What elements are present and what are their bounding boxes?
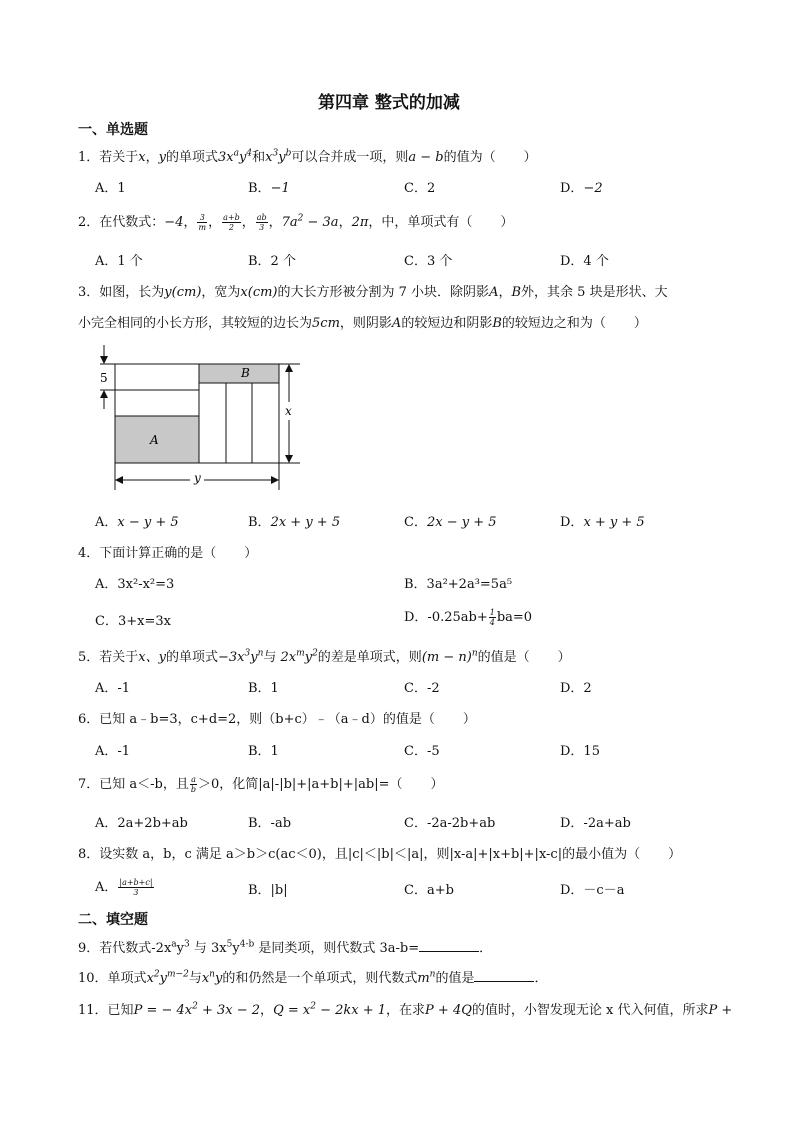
option-b[interactable]: B．2 个 bbox=[248, 254, 296, 269]
option-c[interactable]: C．2 bbox=[404, 181, 436, 196]
option-b[interactable]: B．-ab bbox=[248, 816, 292, 831]
option-c[interactable]: C．3+x=3x bbox=[95, 614, 171, 629]
option-b[interactable]: B．3a²+2a³=5a⁵ bbox=[404, 577, 513, 592]
option-c[interactable]: C．-2a-2b+ab bbox=[404, 816, 496, 831]
option-a[interactable]: A．1 bbox=[95, 181, 126, 196]
question-4: 4．下面计算正确的是（ ） bbox=[78, 546, 258, 561]
option-d[interactable]: D．2 bbox=[560, 681, 592, 696]
question-number: 2． bbox=[78, 215, 100, 230]
option-d[interactable]: D．-0.25ab+ $\frac{1}{4}$ ba=0 bbox=[404, 608, 533, 627]
question-3-line-1: 3．如图，长为y(cm)，宽为x(cm)的大长方形被分割为 7 小块．除阴影A，B外，其余 5 块是形状、大 bbox=[78, 285, 668, 300]
question-number: 3． bbox=[78, 285, 100, 300]
option-c[interactable]: C．-5 bbox=[404, 744, 440, 759]
option-d[interactable]: D．x + y + 5 bbox=[560, 515, 645, 530]
label-b: B bbox=[241, 366, 250, 380]
page-title: 第四章 整式的加减 bbox=[318, 93, 460, 113]
question-2: 2．在代数式：−4， $\frac{3}{m}$ ， $\frac{a+b}{2}$ ， $\frac{ab}{3}$ ，$7a^2 - 3a$，2π，中，单项式有（ ） bbox=[78, 213, 514, 232]
question-number: 9． bbox=[78, 941, 100, 956]
option-a[interactable]: A．-1 bbox=[95, 744, 131, 759]
question-number: 4． bbox=[78, 546, 100, 561]
question-number: 5． bbox=[78, 650, 100, 665]
label-a: A bbox=[150, 433, 159, 447]
option-d[interactable]: D．−2 bbox=[560, 181, 603, 196]
option-a[interactable]: A．x − y + 5 bbox=[95, 515, 179, 530]
label-y: y bbox=[194, 471, 201, 485]
section-heading-fill-blank: 二、填空题 bbox=[78, 912, 148, 928]
option-a[interactable]: A．-1 bbox=[95, 681, 131, 696]
option-a[interactable]: A．2a+2b+ab bbox=[95, 816, 188, 831]
answer-blank[interactable] bbox=[474, 969, 534, 982]
option-d[interactable]: D．-2a+ab bbox=[560, 816, 631, 831]
option-d[interactable]: D．－c－a bbox=[560, 883, 625, 898]
option-b[interactable]: B．1 bbox=[248, 744, 279, 759]
shaded-region-b bbox=[199, 364, 279, 383]
option-a[interactable]: A．3x²-x²=3 bbox=[95, 577, 175, 592]
question-3-line-2: 小完全相同的小长方形，其较短的边长为5cm，则阴影A的较短边和阴影B的较短边之和为（ ） bbox=[78, 316, 647, 331]
question-number: 11． bbox=[78, 1003, 108, 1018]
label-x: x bbox=[285, 404, 292, 418]
label-5: 5 bbox=[100, 371, 108, 385]
option-a[interactable]: A． $\frac{|a+b+c|}{3}$ bbox=[95, 878, 153, 897]
option-b[interactable]: B．|b| bbox=[248, 883, 288, 898]
option-d[interactable]: D．15 bbox=[560, 744, 600, 759]
question-number: 10． bbox=[78, 971, 108, 986]
option-c[interactable]: C．a+b bbox=[404, 883, 454, 898]
option-c[interactable]: C．-2 bbox=[404, 681, 440, 696]
question-6: 6．已知 a﹣b=3，c+d=2，则（b+c）﹣（a﹣d）的值是（ ） bbox=[78, 712, 476, 727]
question-number: 1． bbox=[78, 150, 100, 165]
option-c[interactable]: C．3 个 bbox=[404, 254, 453, 269]
option-c[interactable]: C．2x − y + 5 bbox=[404, 515, 497, 530]
answer-blank[interactable] bbox=[419, 939, 479, 952]
option-a[interactable]: A．1 个 bbox=[95, 254, 143, 269]
question-number: 7． bbox=[78, 777, 100, 792]
question-11: 11．已知P = − $4x^2 + 3x - 2$，$Q = x^2 - 2kx + 1$，在求P + 4Q的值时，小智发现无论 x 代入何值，所求P + bbox=[78, 1001, 733, 1018]
option-b[interactable]: B．1 bbox=[248, 681, 279, 696]
question-8: 8．设实数 a，b，c 满足 a＞b＞c(ac＜0)，且|c|＜|b|＜|a|，则|x-a|+|x+b|+|x-c|的最小值为（ ） bbox=[78, 847, 682, 862]
option-d[interactable]: D．4 个 bbox=[560, 254, 609, 269]
rectangle-figure bbox=[90, 340, 310, 495]
section-heading-single-choice: 一、单选题 bbox=[78, 122, 148, 138]
question-number: 6． bbox=[78, 712, 100, 727]
question-9: 9．若代数式$-2x^ay^3$ 与 $3x^5y^{4-b}$ 是同类项，则代数式 3a-b= ． bbox=[78, 939, 493, 956]
option-b[interactable]: B．2x + y + 5 bbox=[248, 515, 341, 530]
question-5: 5．若关于x、y的单项式$-3x^3y^n$与 $2x^my^2$的差是单项式，则$(m - n)^n$的值是（ ） bbox=[78, 648, 571, 665]
question-number: 8． bbox=[78, 847, 100, 862]
question-10: 10．单项式$x^2y^{m-2}$与$x^ny$的和仍然是一个单项式，则代数式$m^n$的值是 ． bbox=[78, 969, 548, 986]
question-1: 1．若关于x，y的单项式$3x^ay^4$和$x^3y^b$可以合并成一项，则a − b的值为（ ） bbox=[78, 148, 537, 165]
question-7: 7．已知 a＜-b，且 $\frac{a}{b}$ ＞0，化简|a|-|b|+|a+b|+|ab|=（ ） bbox=[78, 775, 444, 794]
option-b[interactable]: B．−1 bbox=[248, 181, 290, 196]
